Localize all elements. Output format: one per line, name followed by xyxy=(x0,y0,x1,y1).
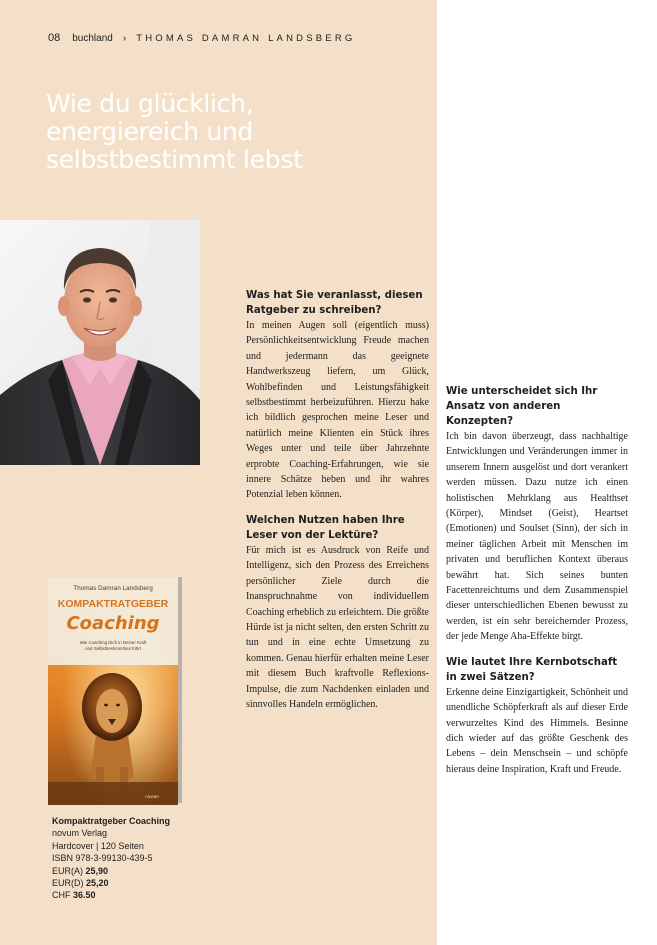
header-author: THOMAS DAMRAN LANDSBERG xyxy=(136,33,356,44)
cover-author: Thomas Damran Landsberg xyxy=(73,585,153,592)
headline-line-3: selbstbestimmt lebst xyxy=(46,145,303,174)
author-portrait xyxy=(0,220,200,465)
book-isbn: ISBN 978-3-99130-439-5 xyxy=(52,853,153,864)
headline-line-1: Wie du glücklich, xyxy=(46,89,254,118)
answer-3: Ich bin davon überzeugt, dass nachhaltige Entwicklungen und Veränderungen immer in unserem Innern ausgelöst und dort verankert werden müssen. Dazu nutze ich einen holistischen Mehrklang aus Healthset (Körper), Mindset (Geist), Heartset (Emotionen) und Soulset (Sinn), der sich in meiner täglichen Arbeit mit Menschen im privaten und beruflichen Kontext überaus bewährt hat. Sich seines bunten Facettenreichtums und dem Zusammenspiel dieser unterschiedlichen Ebenen bewusst zu werden, ist ein sehr bereichernder Prozess, der jede Menge Aha-Effekte birgt. xyxy=(446,431,628,643)
running-header xyxy=(48,32,355,44)
answer-1: In meinen Augen soll (eigentlich muss) Persönlichkeitsentwicklung Freude machen und jedermann das geeignete Handwerkszeug liefern, um Glück, Wohlbefinden und Leistungsfähigkeit selbstbestimmt herbeizuführen. Hierzu hake ich bildlich gesprochen meine Leser und natürlich meine Klienten ein Stück ihres Weges unter und teile über Jahrzehnte erprobte Coaching-Erfahrungen, wie sie innere Schätze heben und ihr wahres Potenzial leben können. xyxy=(246,320,429,501)
interview-column-left xyxy=(246,288,429,712)
book-cover xyxy=(48,577,182,805)
question-1: Was hat Sie veranlasst, diesen Ratgeber zu schreiben? xyxy=(246,290,423,316)
interview-column-right xyxy=(446,384,628,777)
answer-2: Für mich ist es Ausdruck von Reife und Intelligenz, sich den Prozess des Erreichens persönlicher Ziele durch die Inanspruchnahme von individuellem Coaching erheblich zu erleichtern. Die größte Hürde ist ja nicht selten, den ersten Schritt zu tun und in eine echte Umsetzung zu kommen. Genau hierfür erhalten meine Leser mit diesem Buch kraftvolle Reflexions-Impulse, die zum Nachdenken einladen und sinnvolles Handeln ermöglichen. xyxy=(246,544,429,710)
cover-title-1: KOMPAKTRATGEBER xyxy=(57,598,169,610)
cover-title-2: Coaching xyxy=(66,613,160,634)
headline-line-2: energiereich und xyxy=(46,117,253,146)
book-details xyxy=(52,815,170,902)
answer-4: Erkenne deine Einzigartigkeit, Schönheit und unendliche Schöpferkraft als auf dieser Erde verwurzeltes Kind des Himmels. Besinne dich wieder auf das größte Geschenk des Lebens – dein Menschsein – und schöpfe hieraus deine Inspiration, Kraft und Freude. xyxy=(446,686,628,775)
book-publisher: novum Verlag xyxy=(52,828,108,839)
publisher-logo: novum xyxy=(145,794,159,799)
book-format: Hardcover | 120 Seiten xyxy=(52,840,144,851)
question-3: Wie unterscheidet sich Ihr Ansatz von anderen Konzepten? xyxy=(446,386,598,427)
page-number: 08 xyxy=(48,32,61,44)
cover-subtitle-1: Wie Coaching Dich in Deiner Kraft xyxy=(79,640,147,645)
price-austria: EUR(A) 25,90 xyxy=(52,865,109,876)
brand-name: buchland xyxy=(72,33,113,44)
price-germany: EUR(D) 25,20 xyxy=(52,878,109,889)
price-switzerland: CHF 36.50 xyxy=(52,890,96,901)
question-4: Wie lautet Ihre Kernbotschaft in zwei Sätzen? xyxy=(446,656,618,683)
book-title: Kompaktratgeber Coaching xyxy=(52,816,171,826)
page-headline xyxy=(46,90,406,174)
header-separator: › xyxy=(122,33,127,44)
question-2: Welchen Nutzen haben Ihre Leser von der Lektüre? xyxy=(246,514,405,541)
cover-subtitle-2: und Selbstbestimmtheit führt xyxy=(85,646,141,651)
